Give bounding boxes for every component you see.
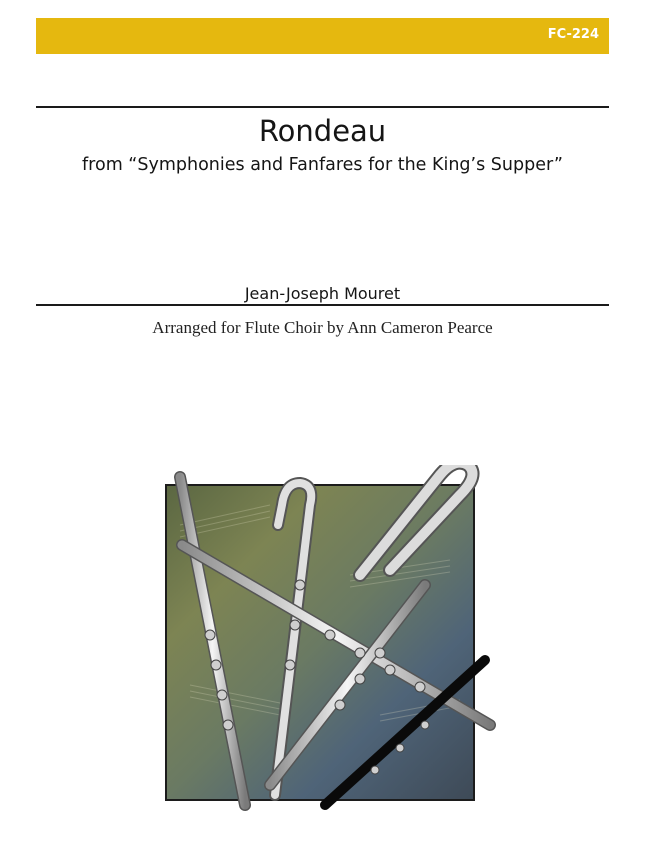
arranger-credit: Arranged for Flute Choir by Ann Cameron Pearce <box>152 318 493 337</box>
cover-artwork-flutes <box>150 465 500 815</box>
top-divider <box>36 106 609 108</box>
score-subtitle: from “Symphonies and Fanfares for the King’s Supper” <box>82 155 563 175</box>
flute-vertical-left <box>180 477 245 805</box>
score-title: Rondeau <box>258 114 387 148</box>
composer-divider <box>36 304 609 306</box>
catalog-code: FC-224 <box>547 27 599 42</box>
catalog-code-bar <box>36 18 609 54</box>
composer-name: Jean-Joseph Mouret <box>244 284 401 303</box>
flute-bass-curved <box>360 465 473 575</box>
